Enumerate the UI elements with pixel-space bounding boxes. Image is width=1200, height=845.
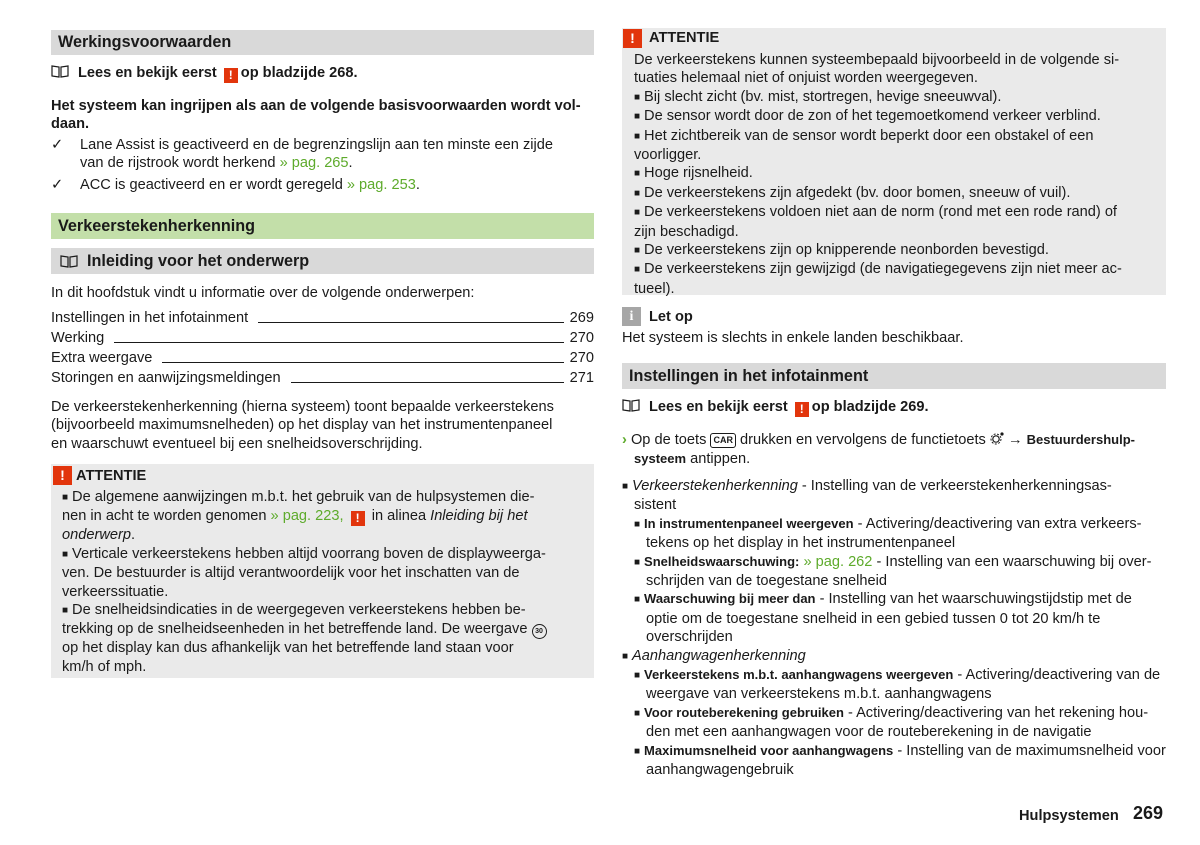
attentie-content: De verkeerstekens kunnen systeembepaald bijvoorbeeld in de volgende si- tuaties helemaal niet of onjuist worden weergegeven. ■ Bij slecht zicht (bv. mist, stortregen, hevige sneeuwval). ■ De sensor wordt door de zon of het tegemoetkomend verkeer verblind. ■ Het zichtbereik van de sensor wordt beperkt door een obstakel of een voorligger. ■ Hoge rijsnelheid. ■ De verkeerstekens zijn afgedekt (bv. door bomen, sneeuw of vuil). ■ De verkeerstekens voldoen niet aan de norm (rond met een rode rand) of zijn beschadigd. ■ De verkeerstekens zijn op knipperende neonborden bevestigd. ■ De verkeerstekens zijn gewijzigd (de navigatiegegevens zijn niet meer ac- tueel). [634,52,1122,297]
warning-icon[interactable]: ! [351,511,365,526]
attentie-box-left [51,464,594,678]
toc-row[interactable]: Extra weergave 270 [51,350,594,366]
basis-intro: Het systeem kan ingrijpen als aan de volgende basisvoorwaarden wordt vol- daan. [51,98,581,133]
link-pag-262[interactable]: » pag. 262 [803,553,873,570]
toc-row[interactable]: Storingen en aanwijzingsmeldingen 271 [51,370,594,386]
menu-item-verkeerstekens-aanhangwagens[interactable]: Verkeerstekens m.b.t. aanhangwagens weergeven [644,667,954,683]
attentie-title: ATTENTIE [76,468,147,484]
menu-item-routeberekening[interactable]: Voor routeberekening gebruiken [644,704,844,720]
read-first-line-1: Lees en bekijk eerst ! op bladzijde 268. [51,64,358,83]
attentie-box-right [622,28,1166,295]
werkingsvoorwaarden-heading: Werkingsvoorwaarden [51,30,594,55]
check-item-lane-assist: ✓ Lane Assist is geactiveerd en de begrenzingslijn aan ten minste een zijde van de rijstrook wordt herkend » pag. 265. [51,137,553,172]
check-icon: ✓ [51,137,64,153]
menu-item-snelheidswaarschuwing[interactable]: Snelheidswaarschuwing: [644,553,800,569]
let-op-title: Let op [649,309,693,325]
verkeerstekenherkenning-heading: Verkeerstekenherkenning [51,213,594,239]
warning-icon[interactable]: ! [795,402,809,417]
toc-row[interactable]: Instellingen in het infotainment 269 [51,310,594,326]
info-icon: i [622,307,641,326]
menu-item-maximumsnelheid[interactable]: Maximumsnelheid voor aanhangwagens [644,742,894,758]
book-icon [51,65,69,78]
warning-icon[interactable]: ! [224,68,238,83]
warning-icon: ! [623,29,642,48]
attentie-content: ■ De algemene aanwijzingen m.b.t. het gebruik van de hulpsystemen die- nen in acht te worden genomen » pag. 223, ! in alinea Inleiding bij het onderwerp. ■ Verticale verkeerstekens hebben altijd voorrang boven de displayweerga- ven. De bestuurder is altijd verantwoordelijk voor het inschatten van de verkeerssituatie. ■ De snelheidsindicaties in de weergegeven verkeerstekens hebben be- trekking op de snelheidseenheden in het betreffende land. De weergave 30 op het display kan dus afhankelijk van het betreffende land staan voor km/h of mph. [62,489,546,675]
car-key-icon[interactable]: CAR [710,433,736,448]
description-paragraph: De verkeerstekenherkenning (hierna systeem) toont bepaalde verkeerstekens (bijvoorbeeld maximumsnelheden) op het display van het instrumentenpaneel en waarschuwt eventueel bij een snelheidsoverschrijding. [51,399,554,452]
attentie-title: ATTENTIE [649,30,720,46]
warning-icon: ! [53,466,72,485]
link-pag-265[interactable]: » pag. 265 [279,155,349,172]
check-item-acc: ✓ ACC is geactiveerd en er wordt geregeld » pag. 253. [51,177,420,193]
check-icon: ✓ [51,177,64,193]
menu-list: ■ Verkeerstekenherkenning - Instelling van de verkeerstekenherkenningsas- sistent ■ In instrumentenpaneel weergeven - Activering/deactivering van extra verkeers- tekens op het display in het instrumentenpaneel ■ Snelheidswaarschuwing: » pag. 262 - Instelling van een waarschuwing bij over- schrijden van de toegestane snelheid ■ Waarschuwing bij meer dan - Instelling van het waarschuwingstijdstip met de optie om de toegestane snelheid in een gebied tussen 0 tot 20 km/h te overschrijden ■ Aanhangwagenherkenning ■ Verkeerstekens m.b.t. aanhangwagens weergeven - Activering/deactivering van de weergave van verkeerstekens m.b.t. aanhangwagens ■ Voor routeberekening gebruiken - Activering/deactivering van het rekening hou- den met een aanhangwagen voor de routeberekening in de navigatie ■ Maximumsnelheid voor aanhangwagens - Instelling van de maximumsnelheid voor aanhangwagengebruik [622,478,1166,779]
footer-section-title: Hulpsystemen [1019,808,1119,824]
book-icon [622,399,640,412]
toc-row[interactable]: Werking 270 [51,330,594,346]
link-pag-223[interactable]: » pag. 223, [270,508,344,525]
step-arrow-icon: › [622,432,627,448]
instruction-step: › Op de toets CAR drukken en vervolgens de functietoets → Bestuurdershulp- systeem antippen. [622,432,1135,468]
page-number: 269 [1133,803,1164,823]
instellingen-heading: Instellingen in het infotainment [622,363,1166,389]
inleiding-heading: Inleiding voor het onderwerp [51,248,594,274]
speed-sign-icon: 30 [532,624,547,639]
gear-icon [990,432,1004,450]
menu-item-verkeerstekenherkenning[interactable]: Verkeerstekenherkenning [632,478,798,494]
intro-text: In dit hoofdstuk vindt u informatie over de volgende onderwerpen: [51,285,475,301]
link-pag-253[interactable]: » pag. 253 [346,177,416,193]
read-first-line-2: Lees en bekijk eerst ! op bladzijde 269. [622,398,929,417]
let-op-text: Het systeem is slechts in enkele landen beschikbaar. [622,330,964,346]
book-icon [60,255,78,268]
menu-item-instrumentenpaneel[interactable]: In instrumentenpaneel weergeven [644,515,854,531]
menu-item-aanhangwagenherkenning[interactable]: Aanhangwagenherkenning [632,647,806,664]
menu-item-waarschuwing-bij-meer-dan[interactable]: Waarschuwing bij meer dan [644,591,816,607]
